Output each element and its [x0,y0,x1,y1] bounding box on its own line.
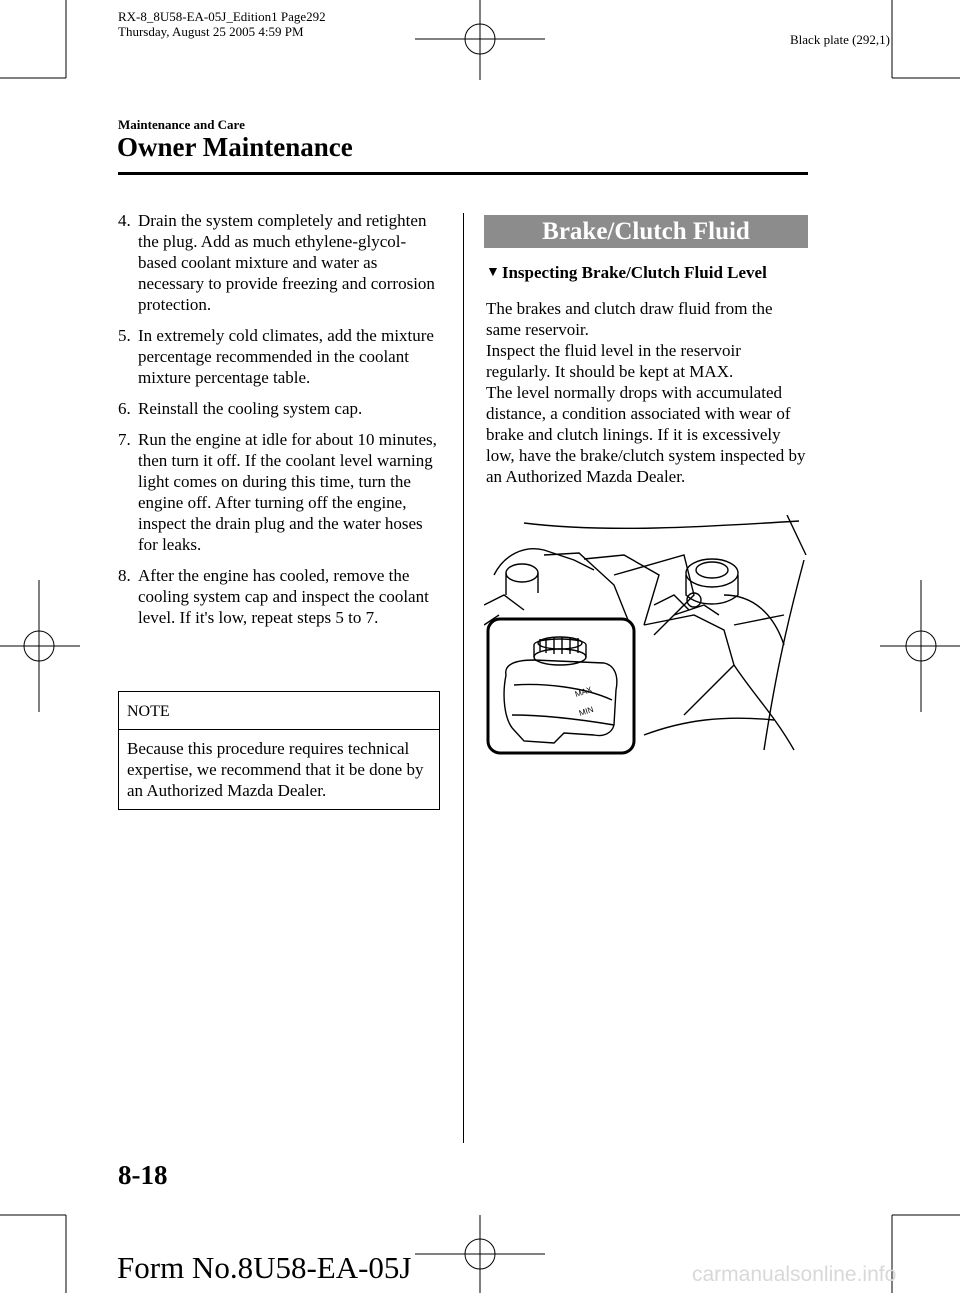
step-item [118,210,440,315]
min-label: MIN [577,704,595,718]
step-number: 5. [118,326,131,345]
step-item [118,429,440,555]
brake-paragraph-2: Inspect the fluid level in the reservoir regularly. It should be kept at MAX. [486,341,741,381]
registration-mark-top [415,0,545,80]
brake-subheading [486,263,767,283]
brake-paragraph-1: The brakes and clutch draw fluid from the same reservoir. [486,299,773,339]
step-number: 6. [118,399,131,418]
step-text: Reinstall the cooling system cap. [138,399,363,418]
section-label: Maintenance and Care [118,117,245,132]
step-text: Drain the system completely and retighten the plug. Add as much ethylene-glycol-based coolant mixture and water as necessary to provide freezing and corrosion protection. [138,211,435,314]
step-item [118,325,440,388]
note-box [118,691,440,810]
brake-subheading-text: Inspecting Brake/Clutch Fluid Level [501,263,767,282]
step-item [118,565,440,628]
step-text: Run the engine at idle for about 10 minutes, then turn it off. If the coolant level warning light comes on during this time, turn the engine off. After turning off the engine, inspect the drain plug and the water hoses for leaks. [138,430,437,554]
brake-body [486,298,808,487]
brake-clutch-banner: Brake/Clutch Fluid [484,215,808,248]
registration-mark-left [0,580,80,712]
black-plate-label: Black plate (292,1) [790,32,890,47]
triangle-bullet-icon: ▼ [486,265,500,280]
step-number: 7. [118,430,131,449]
page-number: 8-18 [118,1160,168,1190]
page-title: Owner Maintenance [117,132,353,162]
registration-mark-bottom [415,1215,545,1293]
form-number: Form No.8U58-EA-05J [117,1250,412,1285]
step-text: In extremely cold climates, add the mixture percentage recommended in the coolant mixture percentage table. [138,326,434,387]
plate-line-1: RX-8_8U58-EA-05J_Edition1 Page292 [118,9,326,24]
title-rule [118,172,808,175]
plate-line-2: Thursday, August 25 2005 4:59 PM [118,24,304,39]
max-label: MAX [573,684,594,699]
note-body: Because this procedure requires technical expertise, we recommend that it be done by an Authorized Mazda Dealer. [127,739,424,800]
step-text: After the engine has cooled, remove the cooling system cap and inspect the coolant level. If it's low, repeat steps 5 to 7. [138,566,429,627]
step-item [118,398,440,419]
step-number: 4. [118,211,131,230]
brake-paragraph-3: The level normally drops with accumulated distance, a condition associated with wear of brake and clutch linings. If it is excessively low, have the brake/clutch system inspected by an Authorized Mazda Dealer. [486,383,806,486]
plate-info [118,9,326,39]
note-heading: NOTE [119,692,439,730]
brake-reservoir-illustration [484,515,808,755]
watermark-text: carmanualsonline.info [692,1263,897,1286]
step-number: 8. [118,566,131,585]
registration-mark-right [880,580,960,712]
column-divider [463,213,464,1143]
coolant-steps-list [118,210,440,638]
